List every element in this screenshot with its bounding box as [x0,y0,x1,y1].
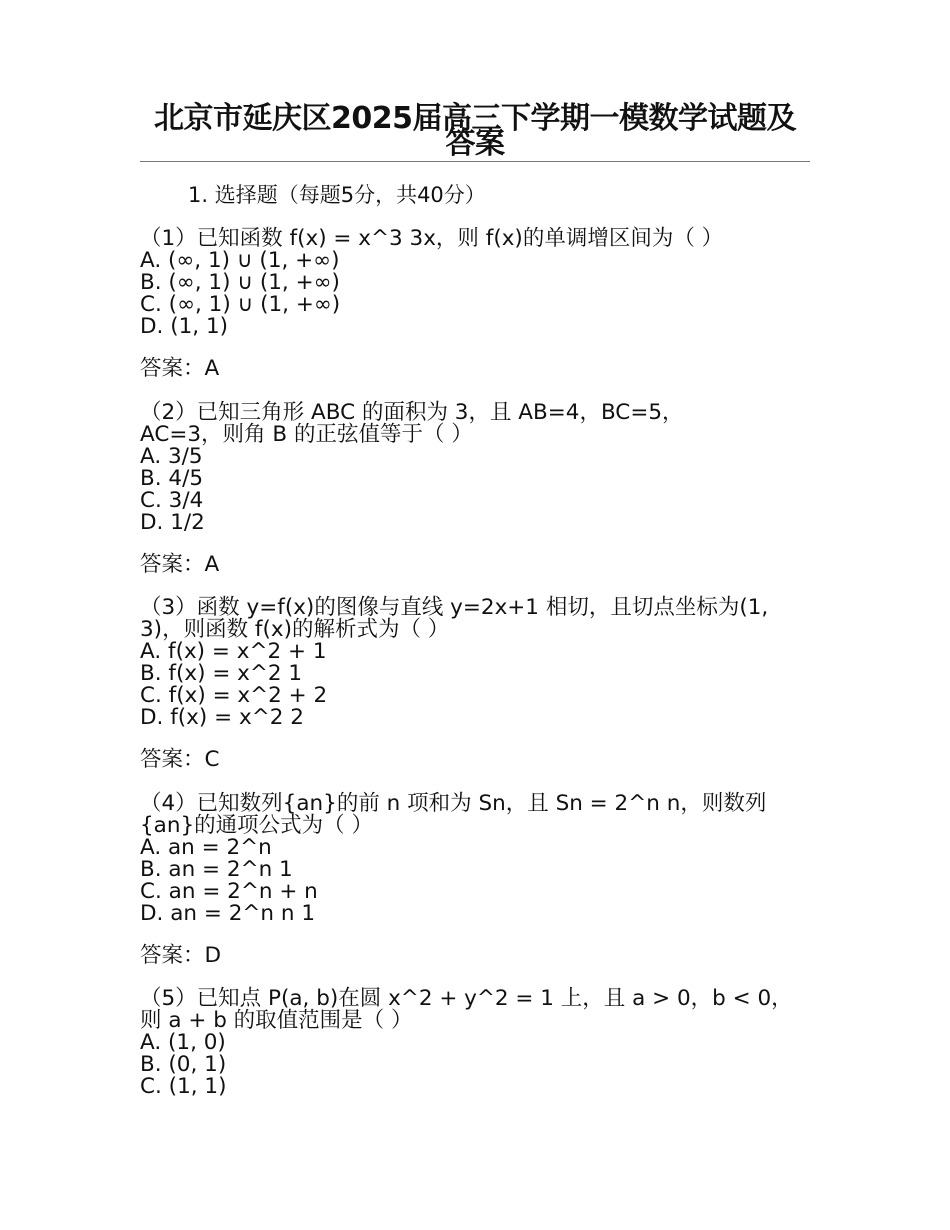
question-stem: （2）已知三角形 ABC 的面积为 3，且 AB=4，BC=5，AC=3，则角 B 的正弦值等于（ ） [140,400,684,447]
option-b: B. (0, 1) [140,1052,227,1077]
option-a: A. (1, 0) [140,1030,226,1055]
question-stem: （3）函数 y=f(x)的图像与直线 y=2x+1 相切，且切点坐标为(1, 3)，则函数 f(x)的解析式为（ ） [140,595,769,642]
option-d: D. an = 2^n n 1 [140,901,316,926]
option-d: D. f(x) = x^2 2 [140,705,304,730]
answer-4: 答案：D [140,943,222,968]
question-3 [140,597,810,729]
option-b: B. an = 2^n 1 [140,857,293,882]
option-list [140,446,810,534]
option-d: D. (1, 1) [140,314,229,339]
option-c: C. (1, 1) [140,1074,227,1099]
option-list [140,250,810,338]
option-c: C. an = 2^n + n [140,879,318,904]
option-b: B. (∞, 1) ∪ (1, +∞) [140,270,340,295]
answer-1: 答案：A [140,356,220,381]
option-c: C. 3/4 [140,488,204,513]
option-c: C. (∞, 1) ∪ (1, +∞) [140,292,341,317]
title-underline [140,161,810,162]
question-stem: （1）已知函数 f(x) = x^3 3x，则 f(x)的单调增区间为（ ） [140,226,724,251]
answer-2: 答案：A [140,552,220,577]
option-d: D. 1/2 [140,510,205,535]
option-a: A. an = 2^n [140,835,272,860]
option-b: B. f(x) = x^2 1 [140,661,303,686]
question-stem: （4）已知数列{an}的前 n 项和为 Sn，且 Sn = 2^n n，则数列{an}的通项公式为（ ） [140,791,767,838]
question-5 [140,988,810,1098]
document-title: 北京市延庆区2025届高三下学期一模数学试题及答案 [154,101,796,161]
option-list [140,837,810,925]
option-a: A. 3/5 [140,444,203,469]
question-1 [140,228,810,338]
question-stem: （5）已知点 P(a, b)在圆 x^2 + y^2 = 1 上，且 a > 0，b < 0，则 a + b 的取值范围是（ ） [140,986,793,1033]
question-4 [140,793,810,925]
option-a: A. (∞, 1) ∪ (1, +∞) [140,248,340,273]
option-list [140,641,810,729]
option-list [140,1032,810,1098]
option-b: B. 4/5 [140,466,204,491]
section-heading: 1. 选择题（每题5分，共40分） [188,183,486,207]
option-a: A. f(x) = x^2 + 1 [140,639,327,664]
option-c: C. f(x) = x^2 + 2 [140,683,328,708]
question-2 [140,402,810,534]
answer-3: 答案：C [140,747,220,772]
